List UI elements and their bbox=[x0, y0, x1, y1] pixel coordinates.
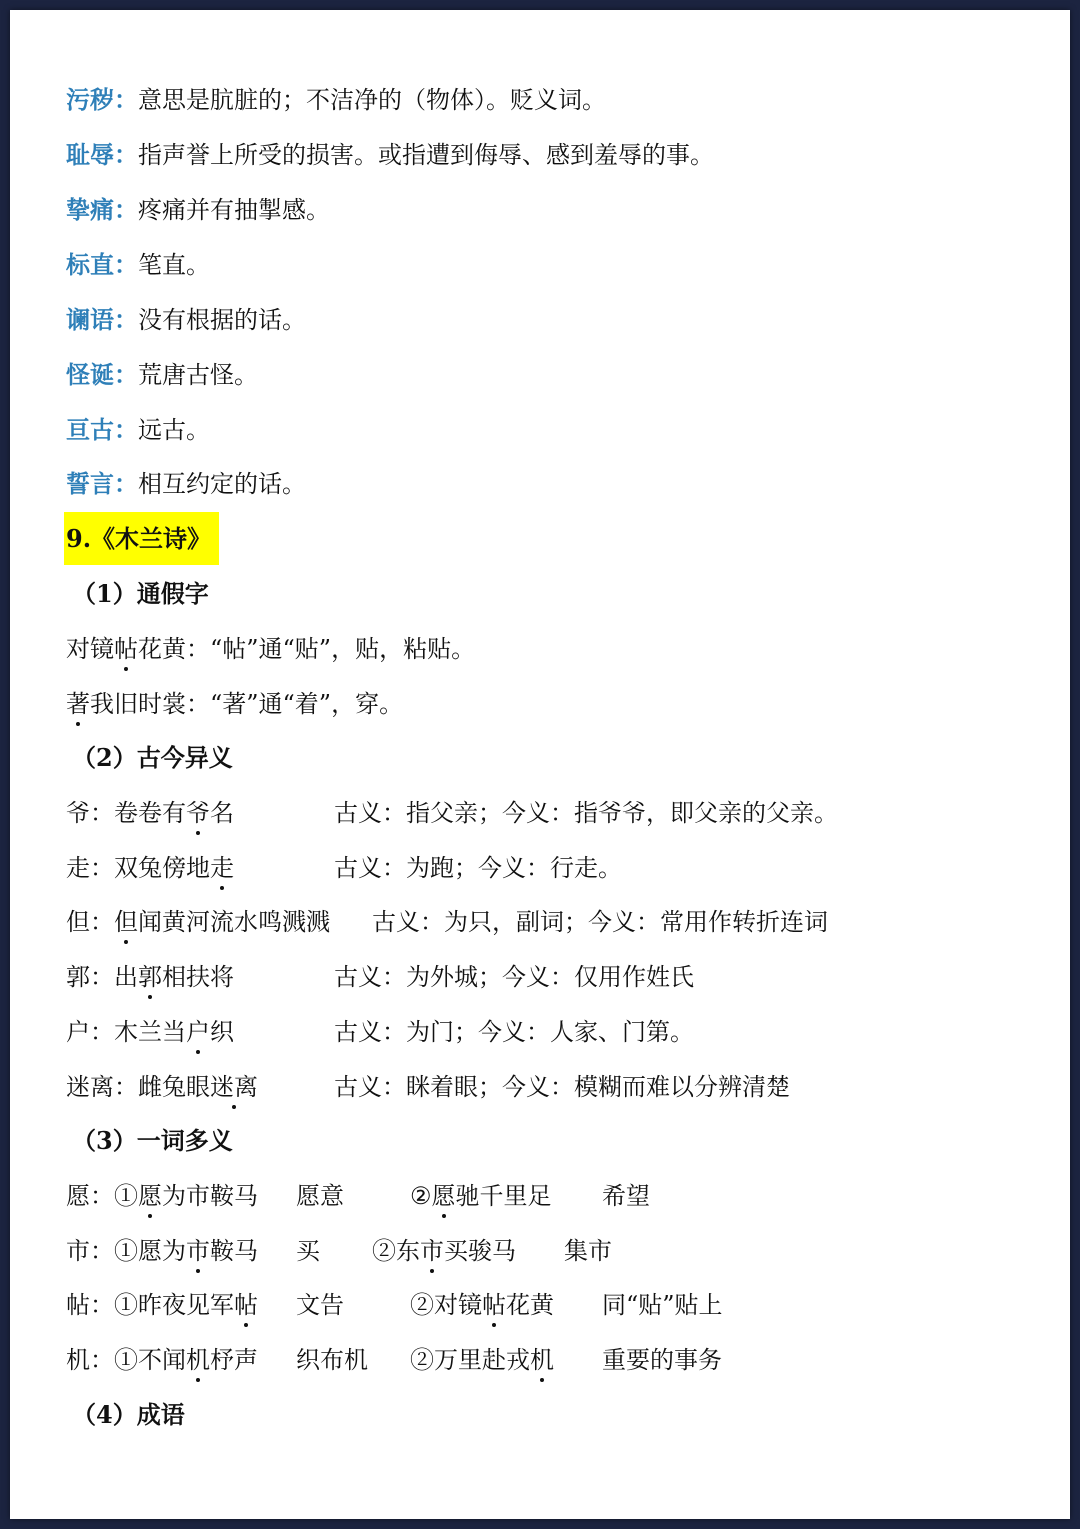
gujinyiyi-meaning: 古义：眯着眼；今义：模糊而难以分辨清楚 bbox=[334, 1073, 790, 1101]
section-title: 9.《木兰诗》 bbox=[64, 512, 219, 565]
dotted-char: 郭 bbox=[138, 963, 162, 991]
yiciduoyi-meaning: 买 bbox=[296, 1237, 320, 1265]
gujinyiyi-meaning: 古义：为跑；今义：行走。 bbox=[334, 854, 622, 882]
dotted-char: 迷离 bbox=[210, 1073, 258, 1101]
dotted-char: 但 bbox=[114, 908, 138, 936]
dotted-char: 机 bbox=[186, 1346, 210, 1374]
gujinyiyi-row: 但：但闻黄河流水鸣溅溅 古义：为只，副词；今义：常用作转折连词 bbox=[66, 908, 828, 936]
yiciduoyi-meaning: 织布机 bbox=[296, 1346, 368, 1374]
yiciduoyi-meaning: 同“贴”贴上 bbox=[602, 1291, 723, 1319]
definition-term: 誓言 bbox=[66, 469, 114, 498]
definition-sep: ： bbox=[114, 360, 138, 389]
yiciduoyi-label: 机： bbox=[66, 1346, 114, 1374]
tongjiazi-line: 著我旧时裳：“著”通“着”，穿。 bbox=[66, 690, 404, 718]
definition-text: 意思是肮脏的；不洁净的（物体）。贬义词。 bbox=[138, 86, 606, 114]
definition-text: 远古。 bbox=[138, 416, 210, 444]
definition-sep: ： bbox=[114, 140, 138, 169]
definition-sep: ： bbox=[114, 85, 138, 114]
gujinyiyi-row: 爷：卷卷有爷名 古义：指父亲；今义：指爷爷，即父亲的父亲。 bbox=[66, 799, 838, 827]
gujinyiyi-row: 户：木兰当户织 古义：为门；今义：人家、门第。 bbox=[66, 1018, 694, 1046]
section-title-row bbox=[66, 523, 219, 555]
subheading-chengyu: （4）成语 bbox=[72, 1400, 185, 1429]
document-page bbox=[10, 10, 1070, 1519]
yiciduoyi-example: ②对镜帖花黄 bbox=[410, 1291, 554, 1319]
dotted-char: 市 bbox=[420, 1237, 444, 1265]
dotted-char: 愿 bbox=[431, 1182, 456, 1210]
definition-term: 谰语 bbox=[66, 305, 114, 334]
definition-term: 标直 bbox=[66, 250, 114, 279]
gujinyiyi-meaning: 古义：为只，副词；今义：常用作转折连词 bbox=[372, 908, 828, 936]
definition-text: 疼痛并有抽掣感。 bbox=[138, 196, 330, 224]
definition-sep: ： bbox=[114, 469, 138, 498]
definition-term: 耻辱 bbox=[66, 140, 114, 169]
definition-sep: ： bbox=[114, 250, 138, 279]
yiciduoyi-row: 帖：①昨夜见军帖 文告 ②对镜帖花黄 同“贴”贴上 bbox=[66, 1291, 723, 1319]
definition-text: 指声誉上所受的损害。或指遭到侮辱、感到羞辱的事。 bbox=[138, 141, 714, 169]
definition-text: 荒唐古怪。 bbox=[138, 361, 258, 389]
dotted-char: 爷 bbox=[186, 799, 210, 827]
gujinyiyi-row: 迷离：雌兔眼迷离 古义：眯着眼；今义：模糊而难以分辨清楚 bbox=[66, 1073, 790, 1101]
dotted-char: 著 bbox=[66, 690, 90, 718]
definition-row bbox=[66, 84, 606, 116]
definition-sep: ： bbox=[114, 305, 138, 334]
yiciduoyi-example: ②东市买骏马 bbox=[372, 1237, 516, 1265]
yiciduoyi-row: 市：①愿为市鞍马 买 ②东市买骏马 集市 bbox=[66, 1237, 612, 1265]
definition-term: 挚痛 bbox=[66, 195, 114, 224]
dotted-char: 愿 bbox=[138, 1182, 162, 1210]
definition-row bbox=[66, 468, 306, 500]
definition-row bbox=[66, 194, 330, 226]
gujinyiyi-row: 走：双兔傍地走 古义：为跑；今义：行走。 bbox=[66, 854, 622, 882]
dotted-char: 市 bbox=[186, 1237, 210, 1265]
definition-text: 相互约定的话。 bbox=[138, 470, 306, 498]
definition-row bbox=[66, 249, 210, 281]
gujinyiyi-meaning: 古义：为门；今义：人家、门第。 bbox=[334, 1018, 694, 1046]
subheading-tongjiazi: （1）通假字 bbox=[72, 579, 209, 608]
dotted-char: 帖 bbox=[234, 1291, 258, 1319]
definition-row bbox=[66, 414, 210, 446]
definition-row bbox=[66, 304, 306, 336]
definition-text: 没有根据的话。 bbox=[138, 306, 306, 334]
definition-sep: ： bbox=[114, 415, 138, 444]
yiciduoyi-example: ②愿驰千里足 bbox=[410, 1182, 552, 1210]
yiciduoyi-row: 愿：①愿为市鞍马 愿意 ②愿驰千里足 希望 bbox=[66, 1182, 650, 1210]
yiciduoyi-meaning: 重要的事务 bbox=[602, 1346, 722, 1374]
yiciduoyi-row: 机：①不闻机杼声 织布机 ②万里赴戎机 重要的事务 bbox=[66, 1346, 722, 1374]
subheading-gujinyiyi: （2）古今异义 bbox=[72, 743, 233, 772]
definition-row bbox=[66, 139, 714, 171]
definition-term: 污秽 bbox=[66, 85, 114, 114]
dotted-char: 帖 bbox=[114, 635, 138, 663]
dotted-char: 机 bbox=[530, 1346, 554, 1374]
definition-row bbox=[66, 359, 258, 391]
dotted-char: 户 bbox=[186, 1018, 210, 1046]
dotted-char: 走 bbox=[210, 854, 234, 882]
yiciduoyi-meaning: 文告 bbox=[296, 1291, 344, 1319]
yiciduoyi-example: ②万里赴戎机 bbox=[410, 1346, 554, 1374]
yiciduoyi-meaning: 希望 bbox=[602, 1182, 650, 1210]
definition-term: 亘古 bbox=[66, 415, 114, 444]
yiciduoyi-label: 帖： bbox=[66, 1291, 114, 1319]
yiciduoyi-label: 市： bbox=[66, 1237, 114, 1265]
gujinyiyi-meaning: 古义：为外城；今义：仅用作姓氏 bbox=[334, 963, 694, 991]
yiciduoyi-meaning: 愿意 bbox=[296, 1182, 344, 1210]
yiciduoyi-label: 愿： bbox=[66, 1182, 114, 1210]
tongjiazi-line: 对镜帖花黄：“帖”通“贴”，贴，粘贴。 bbox=[66, 635, 476, 663]
yiciduoyi-meaning: 集市 bbox=[564, 1237, 612, 1265]
gujinyiyi-meaning: 古义：指父亲；今义：指爷爷，即父亲的父亲。 bbox=[334, 799, 838, 827]
definition-text: 笔直。 bbox=[138, 251, 210, 279]
dotted-char: 帖 bbox=[482, 1291, 506, 1319]
definition-sep: ： bbox=[114, 195, 138, 224]
definition-term: 怪诞 bbox=[66, 360, 114, 389]
gujinyiyi-row: 郭：出郭相扶将 古义：为外城；今义：仅用作姓氏 bbox=[66, 963, 694, 991]
subheading-yiciduoyi: （3）一词多义 bbox=[72, 1126, 233, 1155]
